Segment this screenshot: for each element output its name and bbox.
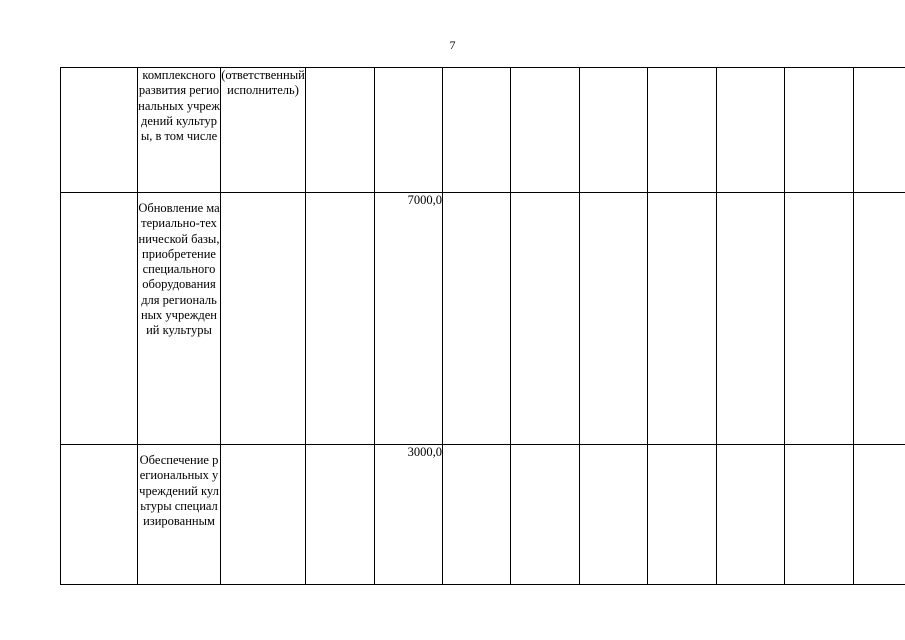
table-cell	[443, 68, 511, 193]
data-table	[60, 67, 905, 585]
table-cell	[306, 68, 375, 193]
page-number: 7	[449, 38, 456, 52]
table-cell	[511, 68, 580, 193]
table-cell	[854, 193, 905, 445]
table-cell-amount: 7000,0	[375, 193, 443, 445]
table-cell	[648, 193, 717, 445]
table-row	[61, 445, 905, 585]
table-cell	[854, 445, 905, 585]
table-cell	[717, 68, 785, 193]
table-cell	[717, 445, 785, 585]
table-cell	[511, 193, 580, 445]
table-cell-amount	[375, 68, 443, 193]
table-cell-description: Обеспечение региональных учреждений культуры специализированным	[138, 445, 221, 585]
table-cell	[717, 193, 785, 445]
table-cell	[61, 68, 138, 193]
table-cell	[306, 445, 375, 585]
table-cell	[648, 445, 717, 585]
table-cell	[785, 445, 854, 585]
table-cell	[61, 445, 138, 585]
table-cell	[580, 68, 648, 193]
table-cell	[648, 68, 717, 193]
table-cell	[854, 68, 905, 193]
table-cell	[61, 193, 138, 445]
table-cell	[785, 68, 854, 193]
table-cell-description: комплексного развития региональных учреждений культуры, в том числе	[138, 68, 221, 193]
table-cell	[580, 193, 648, 445]
table-cell	[511, 445, 580, 585]
table-cell	[443, 445, 511, 585]
table-cell	[580, 445, 648, 585]
table-cell	[306, 193, 375, 445]
table-cell-description: Обновление материально-технической базы, приобретение специального оборудования для региональных учреждений культуры	[138, 193, 221, 445]
table-cell-executor	[221, 193, 306, 445]
table-cell-amount: 3000,0	[375, 445, 443, 585]
table-cell-executor	[221, 445, 306, 585]
table-cell	[443, 193, 511, 445]
table-row	[61, 193, 905, 445]
table-row	[61, 68, 905, 193]
table-cell	[785, 193, 854, 445]
table-cell-executor: (ответственный исполнитель)	[221, 68, 306, 193]
